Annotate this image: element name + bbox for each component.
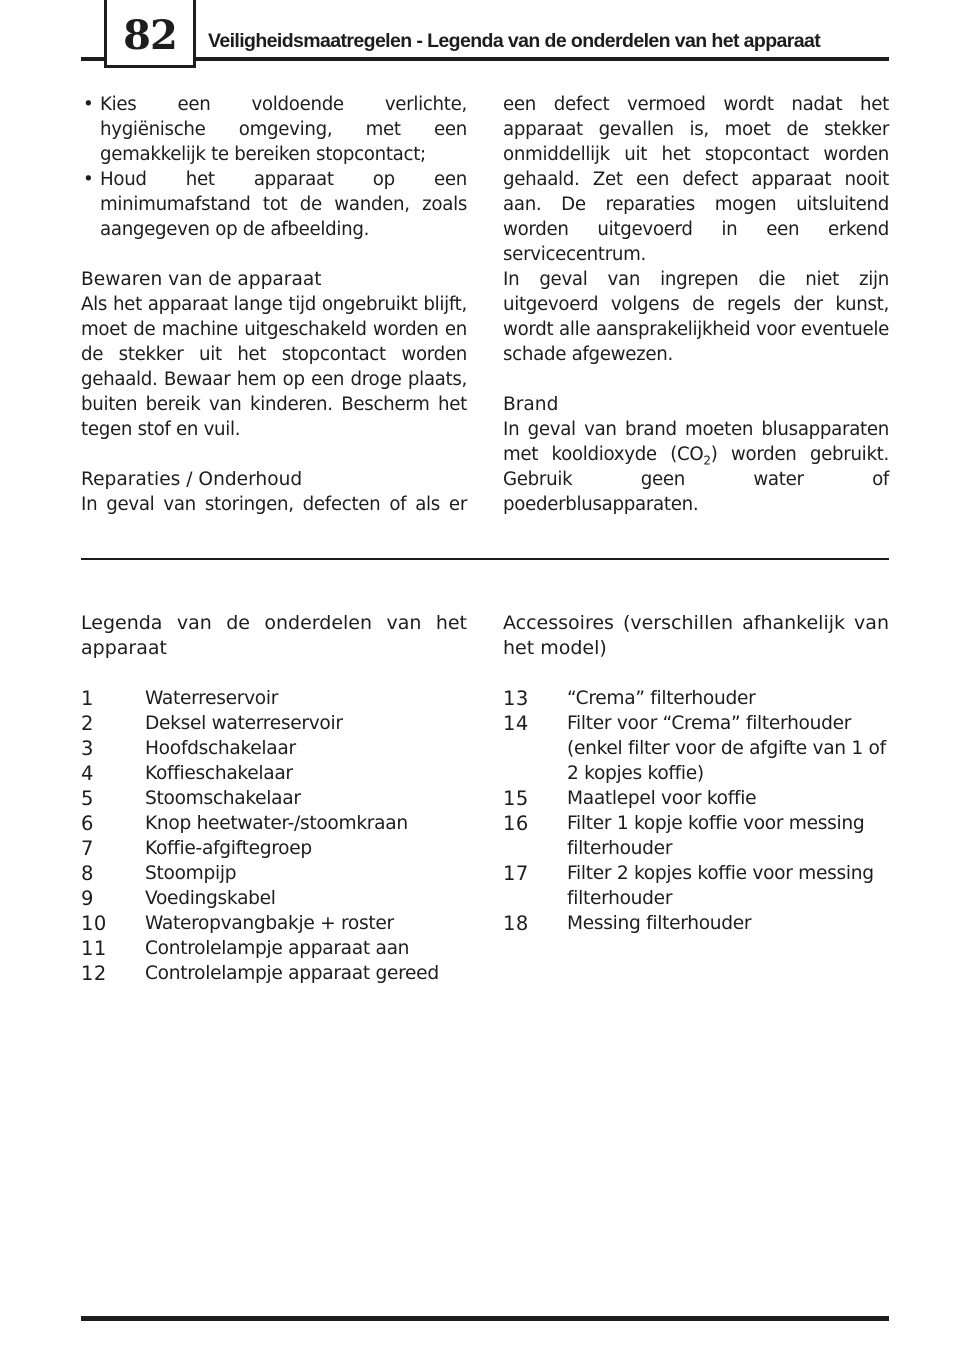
part-label: Controlelampje apparaat gereed [145, 963, 439, 984]
part-number: 12 [81, 962, 107, 985]
part-label: Voedingskabel [145, 888, 276, 909]
footer-rule [81, 1316, 889, 1321]
section-divider [81, 558, 889, 560]
co2-subscript: 2 [703, 453, 711, 468]
part-label: Messing filterhouder [567, 913, 752, 934]
liability-text: In geval van ingrepen die niet zijn uitgevoerd volgens de regels der kunst, wordt alle aansprakelijkheid voor eventuele schade afgewezen. [503, 269, 889, 365]
bullet-item [81, 92, 467, 167]
list-item [503, 861, 889, 911]
part-number: 9 [81, 887, 94, 910]
list-item [81, 911, 467, 936]
fire-text-part-1: In geval van brand moeten blusapparaten met kooldioxyde (CO [503, 419, 889, 465]
list-item [503, 911, 889, 936]
repairs-heading: Reparaties / Onderhoud [81, 469, 303, 490]
part-label: Hoofdschakelaar [145, 738, 296, 759]
part-number: 5 [81, 787, 94, 810]
part-number: 17 [503, 862, 529, 885]
bullet-text: Houd het apparaat op een minimumafstand tot de wanden, zoals aangegeven op de afbeelding. [100, 169, 467, 240]
part-number: 3 [81, 737, 94, 760]
part-label: Knop heetwater-/stoomkraan [145, 813, 408, 834]
bullet-item [81, 167, 467, 242]
part-number: 15 [503, 787, 529, 810]
right-column [503, 92, 889, 517]
part-number: 1 [81, 687, 94, 710]
list-item [503, 686, 889, 711]
list-item [81, 836, 467, 861]
fire-heading: Brand [503, 394, 559, 415]
part-number: 16 [503, 812, 529, 835]
left-column [81, 92, 467, 517]
part-number: 14 [503, 712, 529, 735]
page-number: 82 [123, 12, 177, 59]
part-label: Koffie-afgiftegroep [145, 838, 312, 859]
list-item [81, 961, 467, 986]
part-label: Filter voor “Crema” filterhouder (enkel filter voor de afgifte van 1 of 2 kopjes koffie) [567, 713, 886, 784]
list-item [81, 711, 467, 736]
page-title: Veiligheidsmaatregelen - Legenda van de onderdelen van het apparaat [208, 30, 821, 52]
part-number: 7 [81, 837, 94, 860]
part-number: 11 [81, 937, 107, 960]
list-item [81, 936, 467, 961]
bullet-icon: • [83, 94, 94, 115]
storage-heading: Bewaren van de apparaat [81, 269, 322, 290]
list-item [81, 686, 467, 711]
accessories-list [503, 686, 889, 936]
part-label: Waterreservoir [145, 688, 279, 709]
header-rule-left [81, 57, 104, 61]
page-number-box [104, 0, 196, 68]
part-label: Stoompijp [145, 863, 237, 884]
list-item [81, 886, 467, 911]
legend-parts-list [81, 686, 467, 986]
part-number: 6 [81, 812, 94, 835]
fire-text [503, 417, 889, 517]
part-number: 18 [503, 912, 529, 935]
part-label: Filter 1 kopje koffie voor messing filterhouder [567, 813, 865, 859]
accessories-title-text: Accessoires (verschillen afhankelijk van het model) [503, 612, 889, 659]
part-number: 4 [81, 762, 94, 785]
part-label: Deksel waterreservoir [145, 713, 343, 734]
part-label: Koffieschakelaar [145, 763, 293, 784]
part-label: “Crema” filterhouder [567, 688, 756, 709]
bullet-icon: • [83, 169, 94, 190]
part-label: Maatlepel voor koffie [567, 788, 757, 809]
list-item [81, 786, 467, 811]
list-item [503, 711, 889, 786]
list-item [81, 811, 467, 836]
list-item [81, 736, 467, 761]
accessories-title [503, 611, 889, 661]
repairs-text-start: In geval van storingen, defecten of als er [81, 494, 467, 515]
legend-title [81, 611, 467, 661]
header-rule-right [196, 57, 889, 61]
legend-title-text: Legenda van de onderdelen van het apparaat [81, 612, 467, 659]
list-item [81, 861, 467, 886]
part-label: Stoomschakelaar [145, 788, 301, 809]
repairs-text-continued: een defect vermoed wordt nadat het apparaat gevallen is, moet de stekker onmiddellijk uit het stopcontact worden gehaald. Zet een defect apparaat nooit aan. De reparaties mogen uitsluitend worden uitgevoerd in een erkend servicecentrum. [503, 94, 889, 265]
part-label: Wateropvangbakje + roster [145, 913, 394, 934]
list-item [503, 811, 889, 861]
part-number: 8 [81, 862, 94, 885]
list-item [503, 786, 889, 811]
list-item [81, 761, 467, 786]
part-label: Filter 2 kopjes koffie voor messing filterhouder [567, 863, 874, 909]
storage-text: Als het apparaat lange tijd ongebruikt blijft, moet de machine uitgeschakeld worden en de stekker uit het stopcontact worden gehaald. Bewaar hem op een droge plaats, buiten bereik van kinderen. Bescherm het tegen stof en vuil. [81, 294, 467, 440]
part-number: 2 [81, 712, 94, 735]
bullet-text: Kies een voldoende verlichte, hygiënische omgeving, met een gemakkelijk te bereiken stopcontact; [100, 94, 467, 165]
part-number: 10 [81, 912, 107, 935]
part-number: 13 [503, 687, 529, 710]
part-label: Controlelampje apparaat aan [145, 938, 410, 959]
fire-text-part-2: ) worden gebruikt. Gebruik geen water of poederblusapparaten. [503, 444, 889, 515]
